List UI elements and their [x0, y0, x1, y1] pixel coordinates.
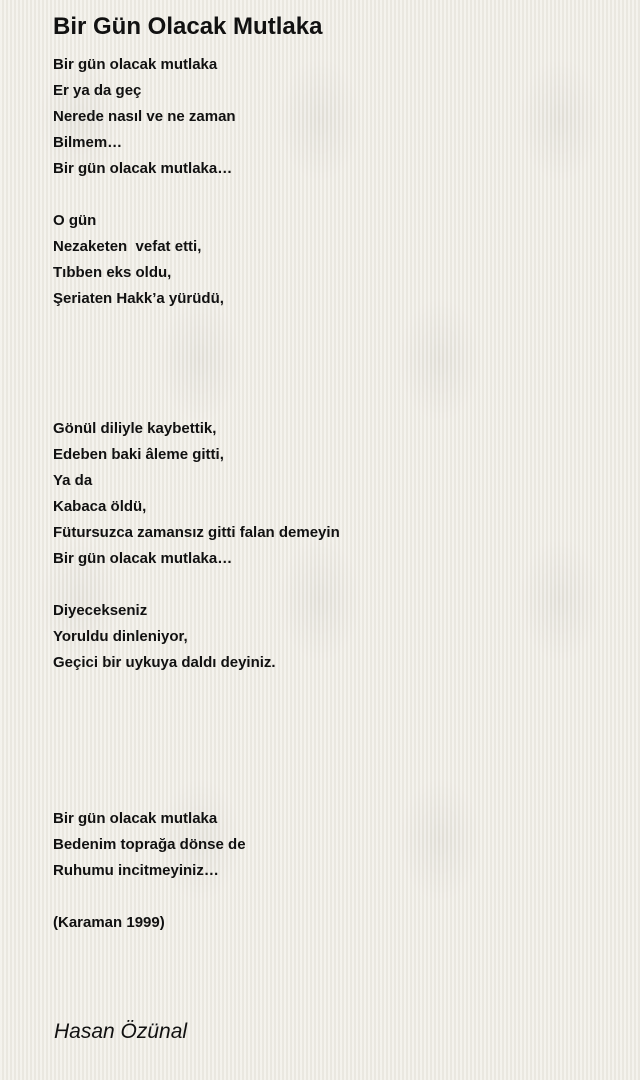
poem-line: Şeriaten Hakk’a yürüdü,	[53, 290, 224, 307]
poem-line	[53, 884, 613, 910]
poem-line: Bir gün olacak mutlaka	[53, 810, 218, 827]
poem-line: Tıbben eks oldu,	[53, 264, 172, 281]
poem-line	[53, 754, 613, 780]
poem-line	[53, 312, 613, 338]
poem-line	[53, 364, 613, 390]
poem-line: Gönül diliyle kaybettik,	[53, 420, 217, 437]
poem-line: O gün	[53, 212, 97, 229]
poem-line: Diyecekseniz	[53, 602, 148, 619]
poem-line: Geçici bir uykuya daldı deyiniz.	[53, 654, 276, 671]
poem-line	[53, 182, 613, 208]
poem-line: Yoruldu dinleniyor,	[53, 628, 188, 645]
poem-line	[53, 572, 613, 598]
poem-line: Bir gün olacak mutlaka…	[53, 160, 233, 177]
poem-line: Er ya da geç	[53, 82, 142, 99]
poem-title: Bir Gün Olacak Mutlaka	[53, 13, 323, 40]
poem-line: Nerede nasıl ve ne zaman	[53, 108, 236, 125]
poem-line: Nezaketen vefat etti,	[53, 238, 202, 255]
poem-line: Bilmem…	[53, 134, 123, 151]
poem-line	[53, 728, 613, 754]
poem-author: Hasan Özünal	[54, 1020, 188, 1043]
poem-body	[53, 52, 613, 936]
poem-line	[53, 338, 613, 364]
poem-line: Bedenim toprağa dönse de	[53, 836, 246, 853]
poem-line	[53, 702, 613, 728]
poem-line	[53, 676, 613, 702]
poem-line: (Karaman 1999)	[53, 914, 165, 931]
poem-line	[53, 780, 613, 806]
poem-line: Bir gün olacak mutlaka	[53, 56, 218, 73]
poem-line: Bir gün olacak mutlaka…	[53, 550, 233, 567]
poem-line: Kabaca öldü,	[53, 498, 147, 515]
poem-line	[53, 390, 613, 416]
poem-line: Ruhumu incitmeyiniz…	[53, 862, 219, 879]
poem-line: Fütursuzca zamansız gitti falan demeyin	[53, 524, 340, 541]
poem-line: Ya da	[53, 472, 93, 489]
poem-line: Edeben baki âleme gitti,	[53, 446, 224, 463]
